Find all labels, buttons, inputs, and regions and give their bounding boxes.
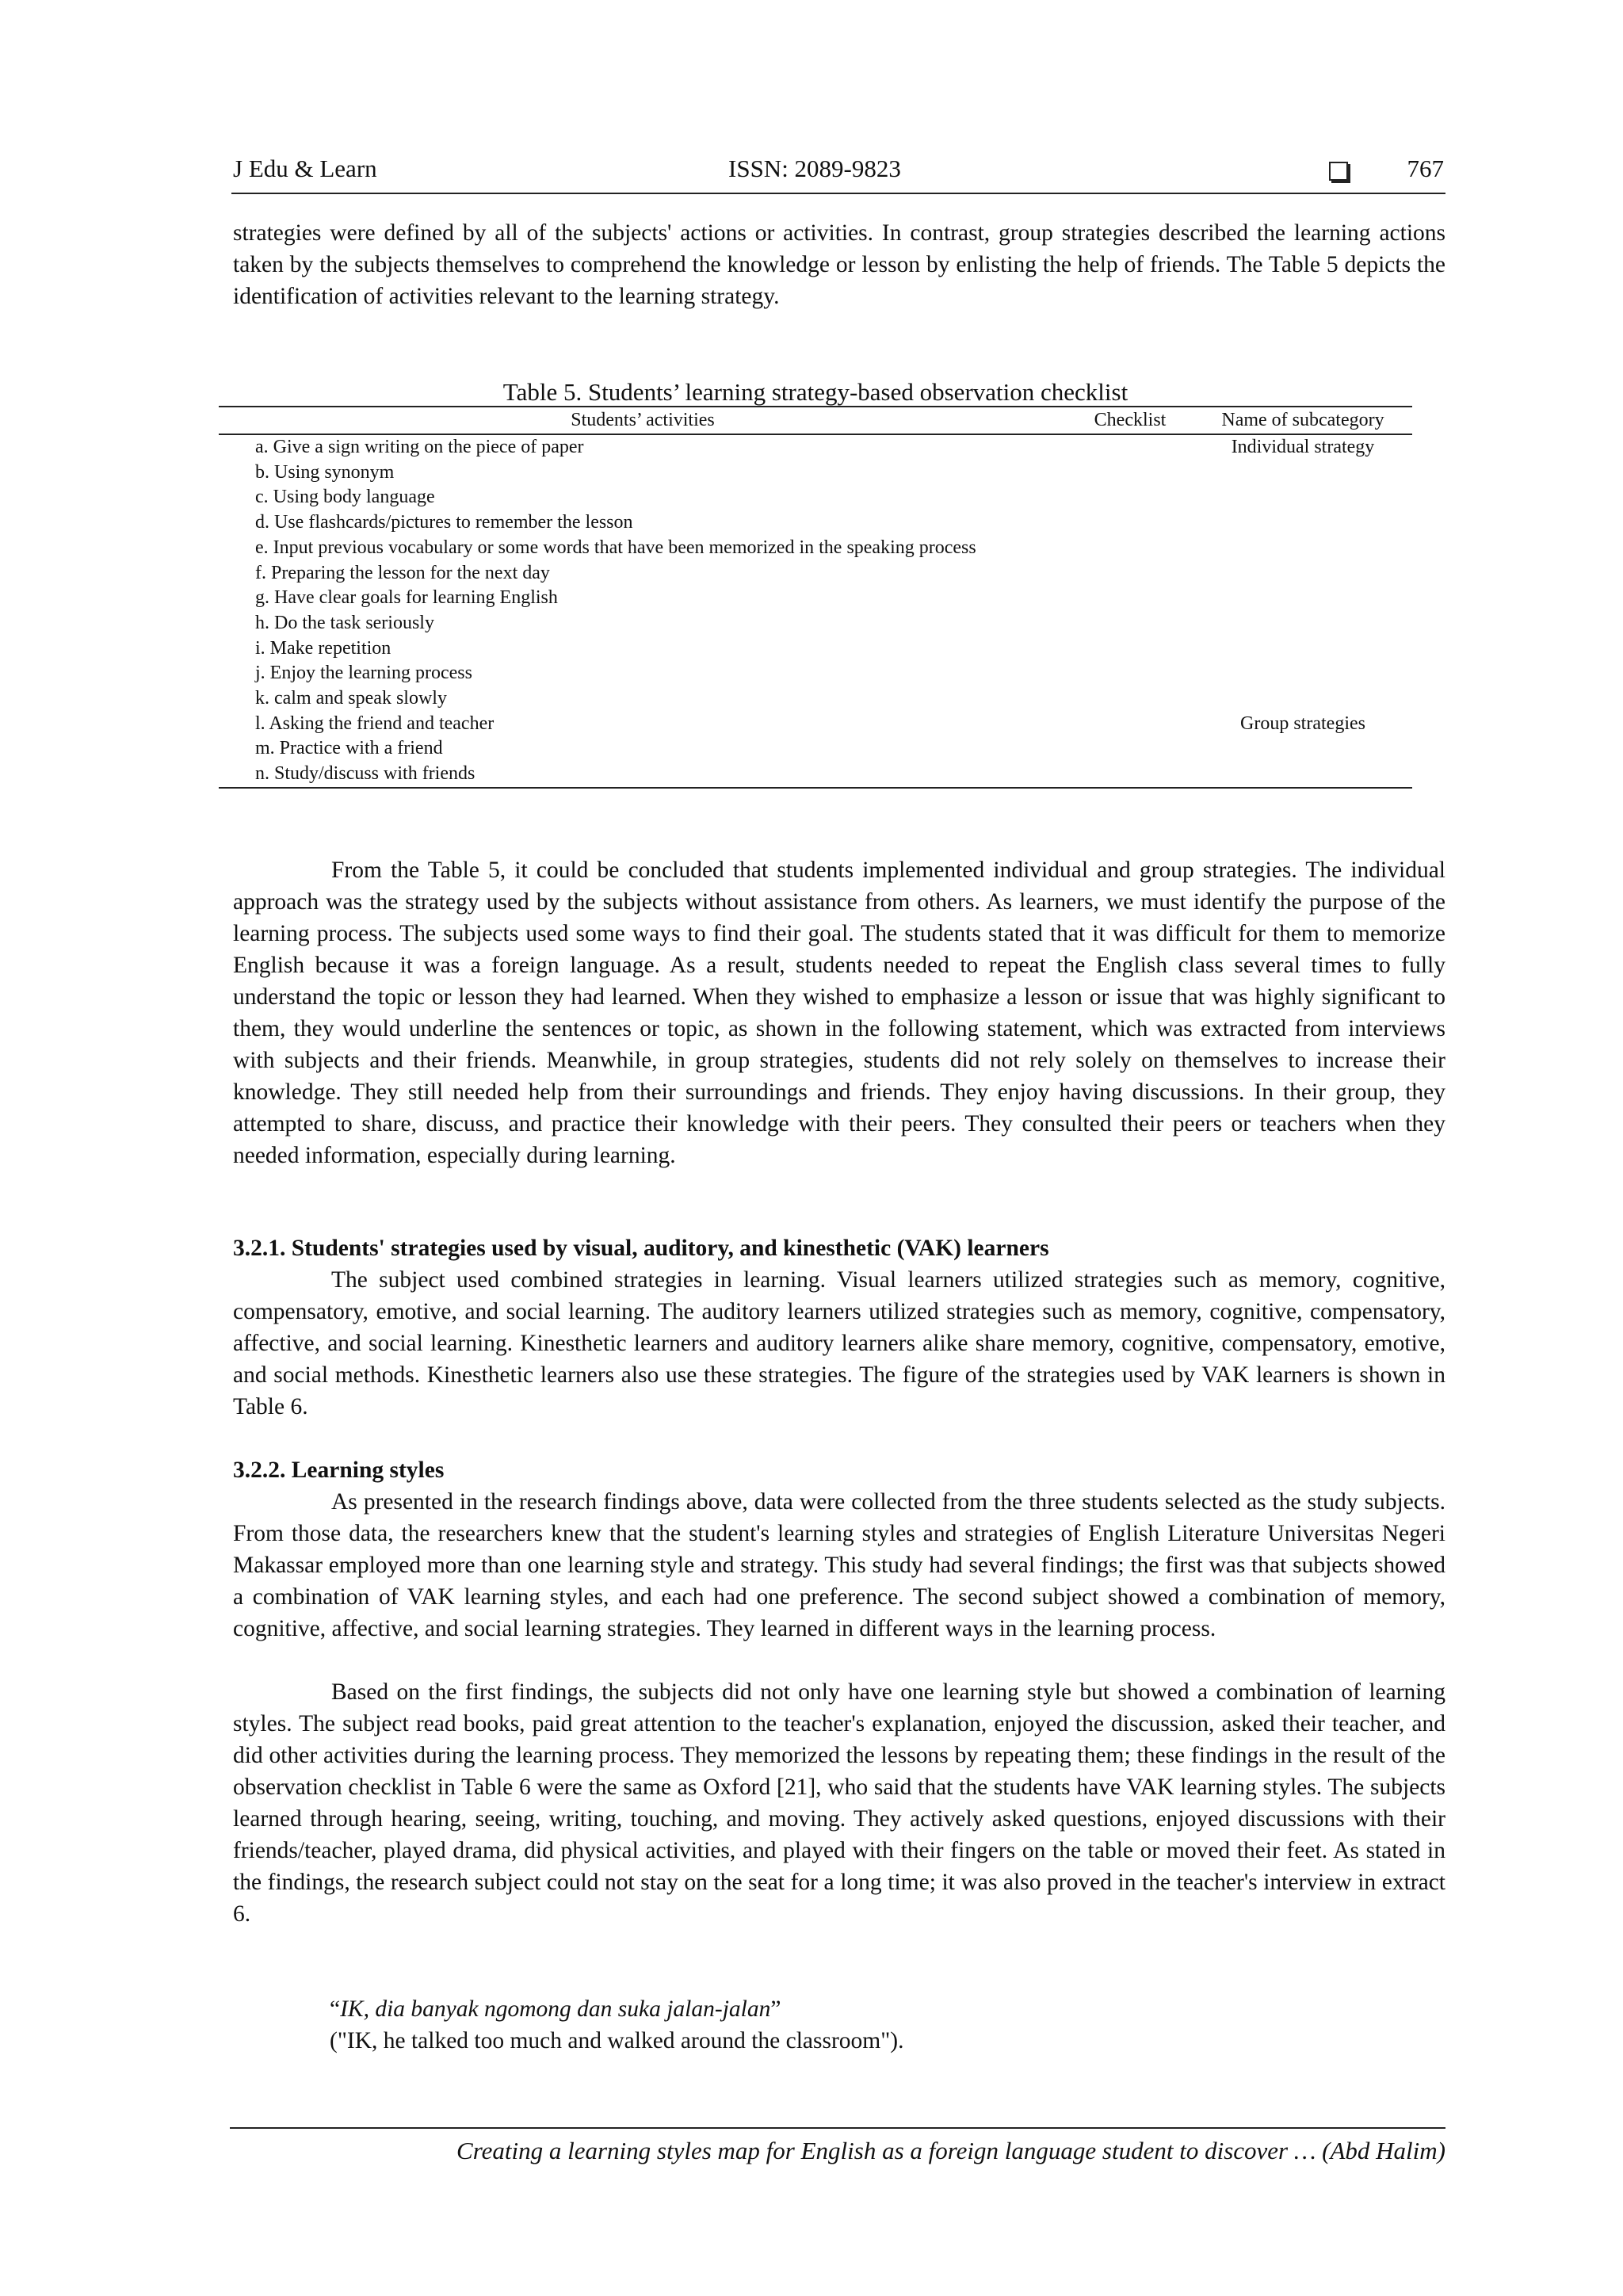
checklist-cell [1067, 636, 1193, 662]
checklist-cell [1067, 736, 1193, 762]
quote-open-mark: “ [330, 1996, 341, 2022]
table-caption: Table 5. Students’ learning strategy-based observation checklist [502, 378, 1128, 406]
checklist-cell [1067, 611, 1193, 636]
subcategory-cell [1193, 510, 1412, 536]
checklist-cell [1067, 536, 1193, 561]
table-header-row [219, 407, 1412, 434]
table-row [219, 611, 1412, 636]
table-row [219, 536, 1412, 561]
table-row [219, 686, 1412, 712]
checklist-cell [1067, 434, 1193, 460]
subcategory-cell [1193, 485, 1412, 510]
table-row [219, 485, 1412, 510]
header-subcategory: Name of subcategory [1193, 407, 1412, 434]
subcategory-cell [1193, 661, 1412, 686]
section-322-paragraph-2: Based on the first findings, the subjects did not only have one learning style but showed a combination of learning styles. The subject read books, paid great attention to the teacher's explanation, enjoyed the discussion, asked their teacher, and did other activities during the learning process. They memorized the lessons by repeating them; these findings in the result of the observation checklist in Table 6 were the same as Oxford [21], who said that the students have VAK learning styles. The subjects learned through hearing, seeing, writing, touching, and moving. They actively asked questions, enjoyed discussions with their friends/teacher, played drama, did physical activities, and played with their fingers on the table or moved their feet. As stated in the findings, the research subject could not stay on the seat for a long time; it was also proved in the teacher's interview in extract 6. [233, 1679, 1445, 1927]
checklist-cell [1067, 561, 1193, 586]
interview-quote [330, 1993, 781, 2025]
checklist-cell [1067, 712, 1193, 737]
table-row [219, 636, 1412, 662]
activity-cell: h. Do the task seriously [255, 612, 434, 633]
subcategory-cell [1193, 736, 1412, 762]
activity-cell: b. Using synonym [255, 461, 395, 483]
table-row [219, 434, 1412, 460]
quote-original: IK, dia banyak ngomong dan suka jalan-jalan [340, 1996, 771, 2022]
page-number: 767 [1407, 155, 1444, 182]
subcategory-cell [1193, 611, 1412, 636]
page-header [231, 155, 1445, 194]
activity-cell: k. calm and speak slowly [255, 688, 447, 709]
subcategory-cell [1193, 686, 1412, 712]
checklist-cell [1067, 586, 1193, 611]
intro-paragraph: strategies were defined by all of the subjects' actions or activities. In contrast, group strategies described the learning actions taken by the subjects themselves to comprehend the knowledge or lesson by enlisting the help of friends. The Table 5 depicts the identification of activities relevant to the learning strategy. [233, 220, 1445, 309]
subcategory-cell [1193, 460, 1412, 486]
checklist-cell [1067, 510, 1193, 536]
subcategory-cell: Individual strategy [1231, 437, 1375, 457]
activity-cell: a. Give a sign writing on the piece of paper [255, 437, 584, 457]
section-322-paragraph-1: As presented in the research findings above, data were collected from the three students selected as the study subjects. From those data, the researchers knew that the student's learning styles and strategies of English Literature Universitas Negeri Makassar employed more than one learning style and strategy. This study had several findings; the first was that subjects showed a combination of VAK learning styles, and each had one preference. The second subject showed a combination of memory, cognitive, affective, and social learning strategies. They learned in different ways in the learning process. [233, 1489, 1445, 1641]
activity-cell: g. Have clear goals for learning English [255, 587, 558, 609]
table-row [219, 510, 1412, 536]
paragraph-after-table: From the Table 5, it could be concluded that students implemented individual and group strategies. The individual approach was the strategy used by the subjects without assistance from others. As learners, we must identify the purpose of the learning process. The subjects used some ways to find their goal. The students stated that it was difficult for them to memorize English because it was a foreign language. As a result, students needed to repeat the English class several times to fully understand the topic or lesson they had learned. When they wished to emphasize a lesson or issue that was highly significant to them, they would underline the sentences or topic, as shown in the following statement, which was extracted from interviews with subjects and their friends. Meanwhile, in group strategies, students did not rely solely on themselves to increase their knowledge. They still needed help from their surroundings and friends. They enjoy having discussions. In their group, they attempted to share, discuss, and practice their knowledge with their peers. They consulted their peers or teachers when they needed information, especially during learning. [233, 858, 1445, 1168]
checklist-cell [1067, 661, 1193, 686]
activity-cell: i. Make repetition [255, 637, 391, 659]
issn: ISSN: 2089-9823 [728, 155, 901, 182]
table-row [219, 661, 1412, 686]
checkbox-square-icon [1329, 162, 1348, 181]
checklist-cell [1067, 460, 1193, 486]
table-row [219, 736, 1412, 762]
section-heading-321: 3.2.1. Students' strategies used by visual, auditory, and kinesthetic (VAK) learners [233, 1236, 1049, 1261]
quote-translation: ("IK, he talked too much and walked around the classroom"). [330, 2028, 904, 2053]
subcategory-cell [1193, 536, 1412, 561]
activity-cell: f. Preparing the lesson for the next day [255, 562, 550, 583]
quote-close-mark: ” [770, 1996, 781, 2022]
page-footer: Creating a learning styles map for English as a foreign language student to discover … (Abd Halim) [230, 2127, 1445, 2167]
activity-cell: m. Practice with a friend [255, 738, 443, 759]
table-row [219, 561, 1412, 586]
checklist-cell [1067, 686, 1193, 712]
table-body [219, 434, 1412, 788]
table-row [219, 712, 1412, 737]
section-heading-322: 3.2.2. Learning styles [233, 1457, 445, 1483]
activity-cell: j. Enjoy the learning process [255, 663, 472, 684]
activity-cell: l. Asking the friend and teacher [255, 712, 495, 734]
checklist-cell [1067, 485, 1193, 510]
header-checklist: Checklist [1067, 407, 1193, 434]
subcategory-cell [1193, 762, 1412, 788]
table-row [219, 460, 1412, 486]
journal-name: J Edu & Learn [233, 155, 377, 182]
section-321-paragraph: The subject used combined strategies in learning. Visual learners utilized strategies such as memory, cognitive, compensatory, emotive, and social learning. The auditory learners utilized strategies such as memory, cognitive, compensatory, affective, and social learning. Kinesthetic learners and auditory learners alike share memory, cognitive, compensatory, emotive, and social methods. Kinesthetic learners also use these strategies. The figure of the strategies used by VAK learners is shown in Table 6. [233, 1267, 1445, 1419]
header-students-activities: Students’ activities [219, 407, 1067, 434]
subcategory-cell [1193, 586, 1412, 611]
activity-cell: c. Using body language [255, 487, 435, 508]
subcategory-cell [1193, 561, 1412, 586]
observation-checklist-table [219, 406, 1412, 789]
subcategory-cell: Group strategies [1240, 712, 1365, 734]
table-row [219, 586, 1412, 611]
table-row [219, 762, 1412, 788]
activity-cell: e. Input previous vocabulary or some words that have been memorized in the speaking process [255, 537, 976, 558]
activity-cell: n. Study/discuss with friends [219, 762, 1067, 788]
activity-cell: d. Use flashcards/pictures to remember the lesson [255, 512, 633, 533]
subcategory-cell [1193, 636, 1412, 662]
checklist-cell [1067, 762, 1193, 788]
